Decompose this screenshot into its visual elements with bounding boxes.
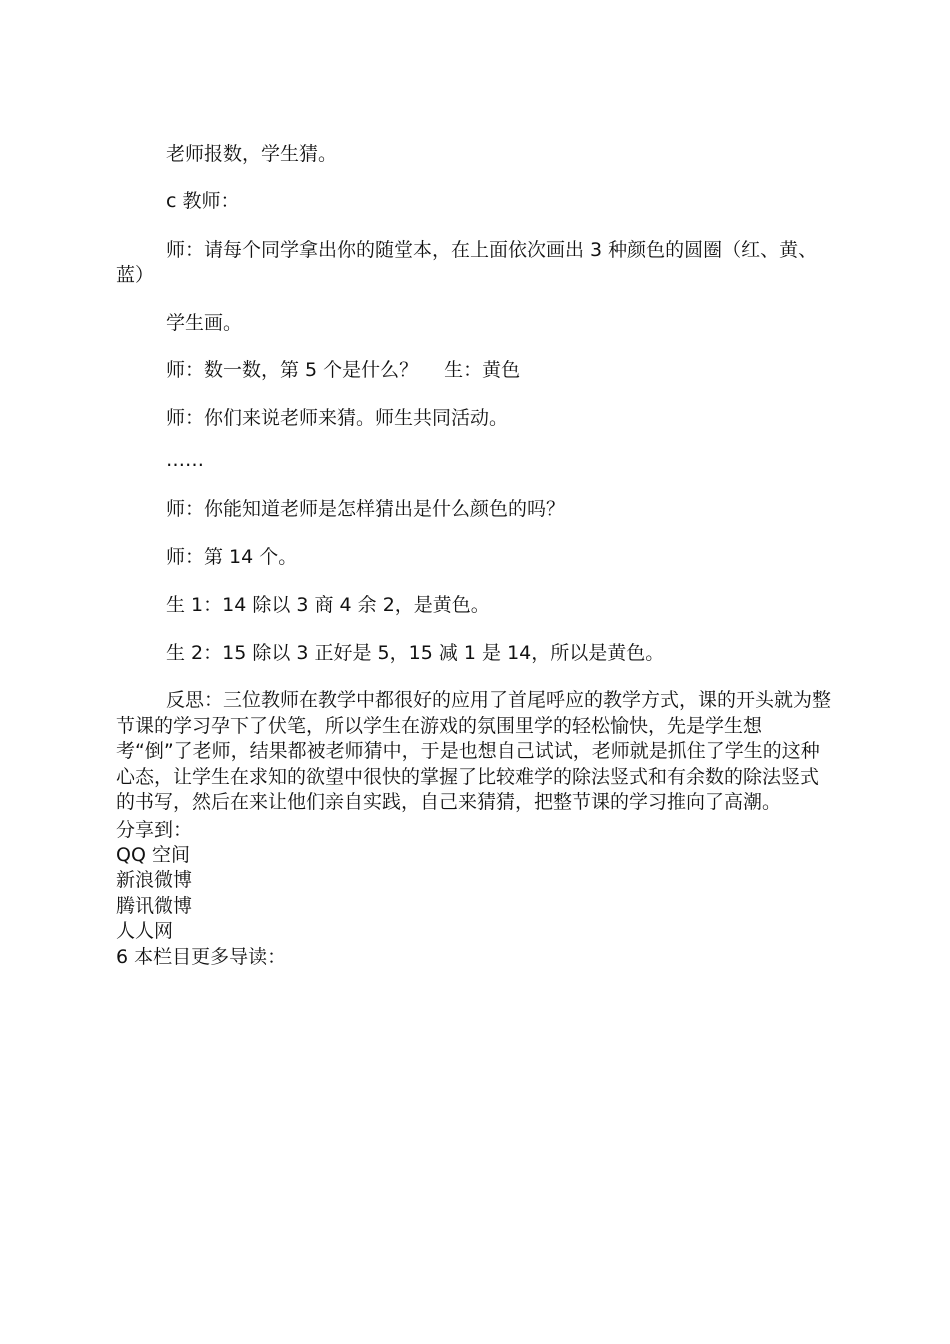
share-link-qzone[interactable]: QQ 空间 <box>116 844 190 866</box>
paragraph: 生 1：14 除以 3 商 4 余 2，是黄色。 <box>166 594 490 616</box>
dialogue-line <box>166 358 520 382</box>
paragraph: 师：请每个同学拿出你的随堂本，在上面依次画出 3 种颜色的圆圈（红、黄、 <box>166 239 818 261</box>
paragraph-continuation: 蓝） <box>116 264 155 286</box>
teacher-question: 师：数一数，第 5 个是什么？ <box>166 359 419 381</box>
share-label: 分享到： <box>116 819 193 841</box>
share-link-sina-weibo[interactable]: 新浪微博 <box>116 869 193 891</box>
reflection-paragraph: 反思：三位教师在教学中都很好的应用了首尾呼应的教学方式，课的开头就为整节课的学习孕下了伏笔，所以学生在游戏的氛围里学的轻松愉快，先是学生想考“倒”了老师，结果都被老师猜中，于是也想自己试试，老师就是抓住了学生的这种心态，让学生在求知的欲望中很快的掌握了比较难学的除法竖式和有余数的除法竖式的书写，然后在来让他们亲自实践，自己来猜猜，把整节课的学习推向了高潮。 <box>116 689 832 813</box>
paragraph: 师：第 14 个。 <box>166 546 298 568</box>
paragraph: 老师报数，学生猜。 <box>166 143 338 165</box>
student-answer: 生：黄色 <box>444 359 521 381</box>
ellipsis: …… <box>166 449 204 471</box>
paragraph: c 教师： <box>166 190 240 212</box>
paragraph: 师：你们来说老师来猜。师生共同活动。 <box>166 407 509 429</box>
share-link-renren[interactable]: 人人网 <box>116 920 174 942</box>
share-link-tencent-weibo[interactable]: 腾讯微博 <box>116 895 193 917</box>
paragraph: 学生画。 <box>166 312 243 334</box>
more-reading-label: 6 本栏目更多导读： <box>116 946 287 968</box>
paragraph: 生 2：15 除以 3 正好是 5，15 减 1 是 14，所以是黄色。 <box>166 642 665 664</box>
paragraph: 师：你能知道老师是怎样猜出是什么颜色的吗？ <box>166 498 566 520</box>
